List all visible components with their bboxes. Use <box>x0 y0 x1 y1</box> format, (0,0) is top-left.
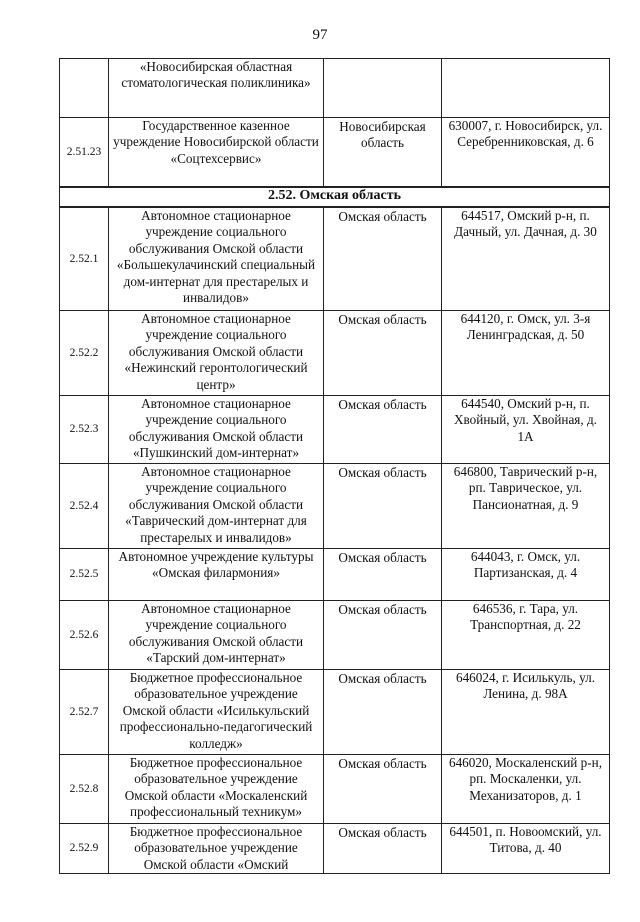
table-row <box>60 824 610 874</box>
organization-name: Автономное стационарное учреждение социального обслуживания Омской области «Большекулачинский специальный дом-интернат для престарелых и инвалидов» <box>109 207 324 311</box>
row-number: 2.52.9 <box>60 824 109 874</box>
row-number: 2.52.7 <box>60 670 109 755</box>
postal-address: 644120, г. Омск, ул. 3-я Ленинградская, д. 50 <box>442 311 610 396</box>
postal-address: 646020, Москаленский р-н, рп. Москаленки, ул. Механизаторов, д. 1 <box>442 755 610 824</box>
row-number <box>60 59 109 118</box>
organization-name: Автономное стационарное учреждение социального обслуживания Омской области «Пушкинский дом-интернат» <box>109 396 324 464</box>
organization-name: Автономное стационарное учреждение социального обслуживания Омской области «Тарский дом-интернат» <box>109 601 324 670</box>
row-number: 2.52.8 <box>60 755 109 824</box>
table-row <box>60 311 610 396</box>
table-row <box>60 207 610 311</box>
postal-address: 644540, Омский р-н, п. Хвойный, ул. Хвойная, д. 1А <box>442 396 610 464</box>
row-number: 2.52.5 <box>60 549 109 601</box>
registry-table-body <box>60 59 610 874</box>
table-row <box>60 549 610 601</box>
organization-name: Автономное учреждение культуры «Омская филармония» <box>109 549 324 601</box>
row-number: 2.52.1 <box>60 207 109 311</box>
postal-address: 646536, г. Тара, ул. Транспортная, д. 22 <box>442 601 610 670</box>
region-name: Омская область <box>324 549 442 601</box>
region-name <box>324 59 442 118</box>
table-row <box>60 464 610 549</box>
row-number: 2.52.4 <box>60 464 109 549</box>
postal-address: 644501, п. Новоомский, ул. Титова, д. 40 <box>442 824 610 874</box>
table-row <box>60 118 610 188</box>
table-row <box>60 755 610 824</box>
table-row <box>60 59 610 118</box>
page-number: 97 <box>312 27 328 43</box>
region-name: Омская область <box>324 755 442 824</box>
row-number: 2.52.2 <box>60 311 109 396</box>
region-name: Омская область <box>324 670 442 755</box>
postal-address: 644043, г. Омск, ул. Партизанская, д. 4 <box>442 549 610 601</box>
row-number: 2.52.6 <box>60 601 109 670</box>
row-number: 2.52.3 <box>60 396 109 464</box>
organization-name: Автономное стационарное учреждение социального обслуживания Омской области «Нежинский геронтологический центр» <box>109 311 324 396</box>
table-row <box>60 601 610 670</box>
region-name: Омская область <box>324 464 442 549</box>
table-row <box>60 670 610 755</box>
region-name: Омская область <box>324 207 442 311</box>
postal-address: 646024, г. Исилькуль, ул. Ленина, д. 98А <box>442 670 610 755</box>
row-number: 2.51.23 <box>60 118 109 188</box>
region-name: Новосибирская область <box>324 118 442 188</box>
section-title: 2.52. Омская область <box>60 187 610 207</box>
region-name: Омская область <box>324 824 442 874</box>
organization-name: Государственное казенное учреждение Новосибирской области «Соцтехсервис» <box>109 118 324 188</box>
postal-address: 630007, г. Новосибирск, ул. Серебренниковская, д. 6 <box>442 118 610 188</box>
registry-table <box>59 58 610 874</box>
postal-address: 646800, Таврический р-н, рп. Таврическое, ул. Пансионатная, д. 9 <box>442 464 610 549</box>
organization-name: «Новосибирская областная стоматологическая поликлиника» <box>109 59 324 118</box>
postal-address: 644517, Омский р-н, п. Дачный, ул. Дачная, д. 30 <box>442 207 610 311</box>
region-name: Омская область <box>324 601 442 670</box>
table-row <box>60 396 610 464</box>
organization-name: Автономное стационарное учреждение социального обслуживания Омской области «Таврический дом-интернат для престарелых и инвалидов» <box>109 464 324 549</box>
region-name: Омская область <box>324 311 442 396</box>
postal-address <box>442 59 610 118</box>
region-name: Омская область <box>324 396 442 464</box>
section-header-row <box>60 187 610 207</box>
organization-name: Бюджетное профессиональное образовательное учреждение Омской области «Исилькульский профессионально-педагогический колледж» <box>109 670 324 755</box>
organization-name: Бюджетное профессиональное образовательное учреждение Омской области «Москаленский профессиональный техникум» <box>109 755 324 824</box>
organization-name: Бюджетное профессиональное образовательное учреждение Омской области «Омский <box>109 824 324 874</box>
